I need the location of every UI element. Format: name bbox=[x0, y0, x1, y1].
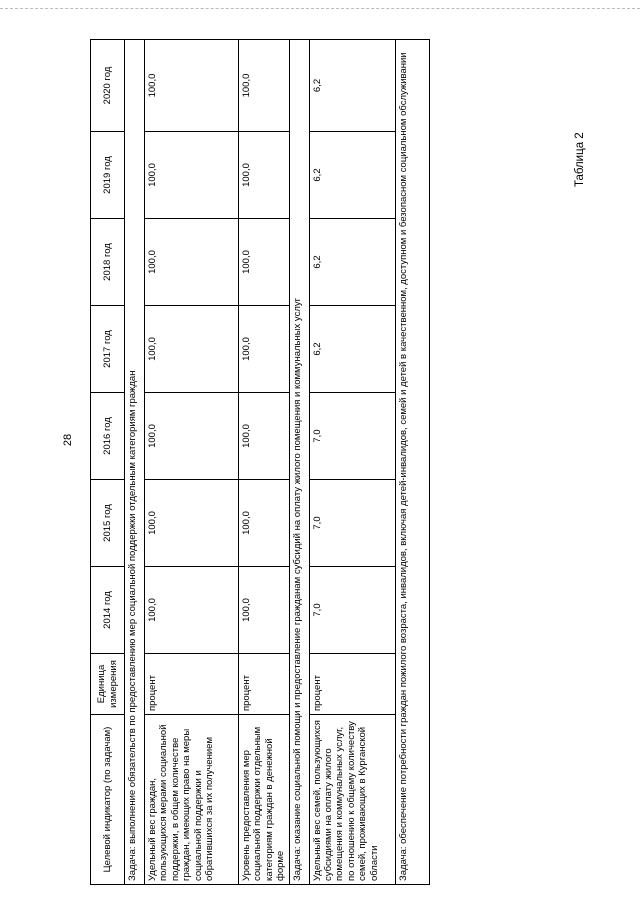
value-cell: 100,0 bbox=[239, 393, 290, 480]
header-year: 2017 год bbox=[91, 306, 125, 393]
value-cell: 6,2 bbox=[309, 40, 395, 132]
value-cell: 100,0 bbox=[239, 480, 290, 567]
header-unit: Единица измерения bbox=[91, 654, 125, 715]
indicator-table bbox=[90, 39, 430, 885]
task-row bbox=[395, 40, 429, 885]
task-row bbox=[125, 40, 145, 885]
value-cell: 100,0 bbox=[145, 219, 239, 306]
header-row bbox=[91, 40, 125, 885]
unit-cell: процент bbox=[309, 654, 395, 715]
task-row bbox=[289, 40, 309, 885]
task-text: Задача: обеспечение потребности граждан пожилого возраста, инвалидов, включая детей-инвалидов, семей и детей в качественном, доступном и безопасном социальном обслуживании bbox=[395, 40, 429, 885]
value-cell: 100,0 bbox=[145, 306, 239, 393]
value-cell: 6,2 bbox=[309, 132, 395, 219]
value-cell: 7,0 bbox=[309, 480, 395, 567]
value-cell: 100,0 bbox=[145, 40, 239, 132]
header-year: 2015 год bbox=[91, 480, 125, 567]
page-number: 28 bbox=[62, 433, 74, 447]
value-cell: 7,0 bbox=[309, 393, 395, 480]
indicator-cell: Уровень предоставления мер социальной поддержки отдельным категориям граждан в денежной форме bbox=[239, 715, 290, 885]
value-cell: 6,2 bbox=[309, 306, 395, 393]
table-row bbox=[145, 40, 239, 885]
header-year: 2019 год bbox=[91, 132, 125, 219]
task-text: Задача: выполнение обязательств по предоставлению мер социальной поддержки отдельным категориям граждан bbox=[125, 40, 145, 885]
task-text: Задача: оказание социальной помощи и предоставление гражданам субсидий на оплату жилого помещения и коммунальных услуг bbox=[289, 40, 309, 885]
table-row bbox=[239, 40, 290, 885]
value-cell: 100,0 bbox=[239, 219, 290, 306]
header-indicator: Целевой индикатор (по задачам) bbox=[91, 715, 125, 885]
value-cell: 100,0 bbox=[145, 567, 239, 654]
scan-edge-line bbox=[0, 8, 640, 10]
header-year: 2020 год bbox=[91, 40, 125, 132]
table-row bbox=[309, 40, 395, 885]
value-cell: 100,0 bbox=[239, 306, 290, 393]
value-cell: 100,0 bbox=[145, 480, 239, 567]
indicator-cell: Удельный вес граждан, пользующихся мерами социальной поддержки, в общем количестве граждан, имеющих право на меры социальной поддержки и обратившихся за их получением bbox=[145, 715, 239, 885]
value-cell: 7,0 bbox=[309, 567, 395, 654]
value-cell: 100,0 bbox=[239, 40, 290, 132]
header-year: 2016 год bbox=[91, 393, 125, 480]
header-year: 2014 год bbox=[91, 567, 125, 654]
value-cell: 6,2 bbox=[309, 219, 395, 306]
table-label: Таблица 2 bbox=[574, 132, 586, 187]
value-cell: 100,0 bbox=[239, 567, 290, 654]
indicator-cell: Удельный вес семей, пользующихся субсидиями на оплату жилого помещения и коммунальных услуг, по отношению к общему количеству семей, проживающих в Курганской области bbox=[309, 715, 395, 885]
value-cell: 100,0 bbox=[145, 393, 239, 480]
value-cell: 100,0 bbox=[239, 132, 290, 219]
header-year: 2018 год bbox=[91, 219, 125, 306]
unit-cell: процент bbox=[145, 654, 239, 715]
unit-cell: процент bbox=[239, 654, 290, 715]
rotated-table-wrapper bbox=[90, 40, 535, 885]
value-cell: 100,0 bbox=[145, 132, 239, 219]
